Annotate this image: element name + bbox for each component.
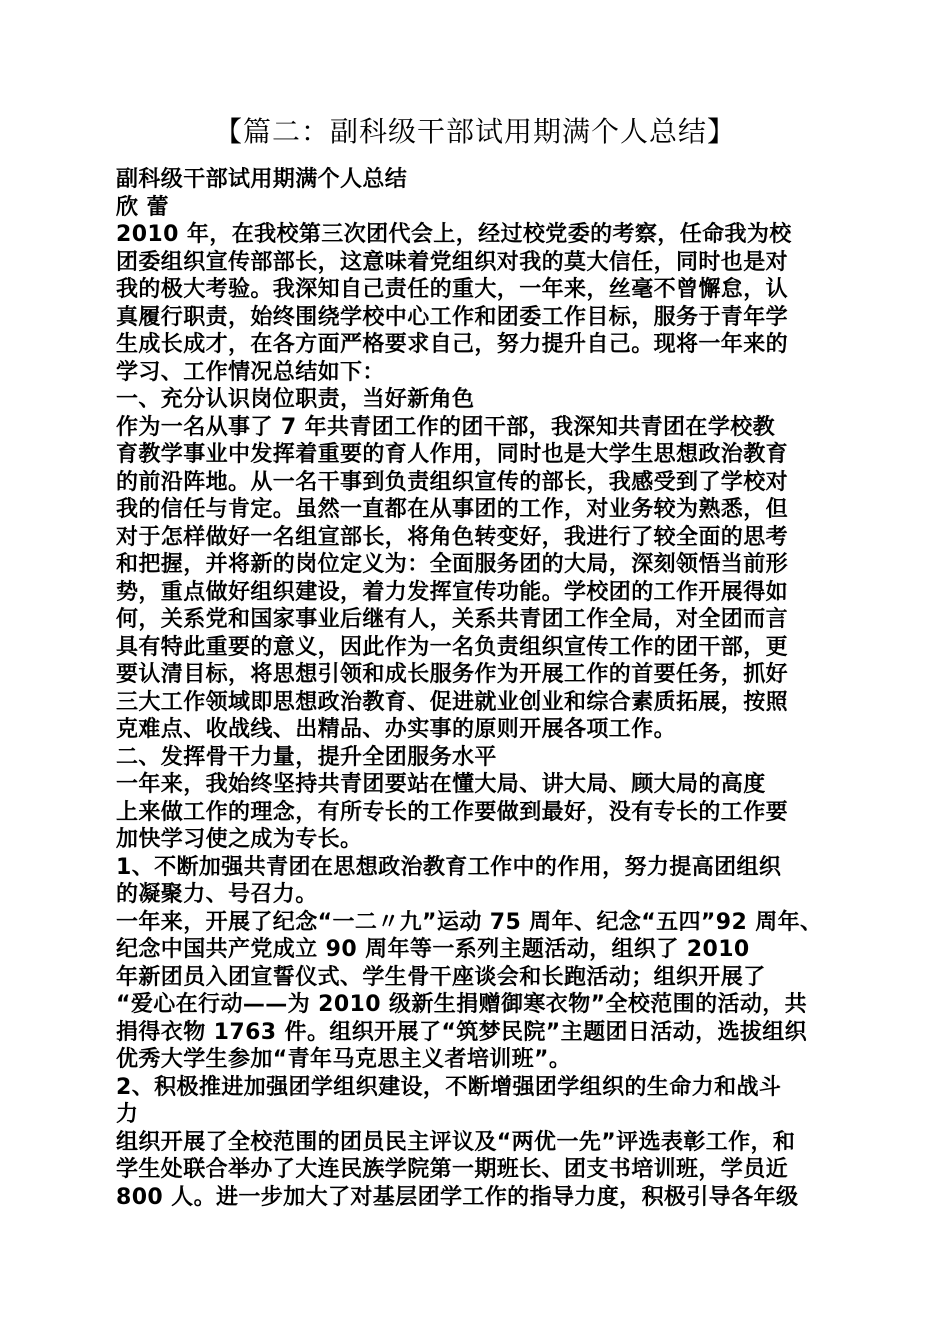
text-line: 学生处联合举办了大连民族学院第一期班长、团支书培训班，学员近 <box>116 1157 789 1182</box>
text-line: 团委组织宣传部部长，这意味着党组织对我的莫大信任，同时也是对 <box>116 249 789 275</box>
text-line: 要认清目标，将思想引领和成长服务作为开展工作的首要任务，抓好 <box>116 662 789 687</box>
document-body <box>116 166 838 1211</box>
text-line: 具有特此重要的意义，因此作为一名负责组织宣传工作的团干部，更 <box>116 634 789 660</box>
text-line: 一年来，我始终坚持共青团要站在懂大局、讲大局、顾大局的高度 <box>116 772 766 797</box>
text-line: 和把握，并将新的岗位定义为：全面服务团的大局，深刻领悟当前形 <box>116 552 789 577</box>
text-line: 二、发挥骨干力量，提升全团服务水平 <box>116 744 497 770</box>
text-line: 何，关系党和国家事业后继有人，关系共青团工作全局，对全团而言 <box>116 607 789 632</box>
text-line: 优秀大学生参加“青年马克思主义者培训班”。 <box>116 1047 572 1072</box>
text-line: 我的极大考验。我深知自己责任的重大，一年来，丝毫不曾懈怠，认 <box>116 277 789 302</box>
text-line: 真履行职责，始终围绕学校中心工作和团委工作目标，服务于青年学 <box>116 304 789 330</box>
text-line: 2010 年，在我校第三次团代会上，经过校党委的考察，任命我为校 <box>116 222 792 247</box>
text-line: 800 人。进一步加大了对基层团学工作的指导力度，积极引导各年级 <box>116 1184 799 1210</box>
text-line: 的凝聚力、号召力。 <box>116 882 318 907</box>
text-line: 作为一名从事了 7 年共青团工作的团干部，我深知共青团在学校教 <box>116 414 776 440</box>
text-line: 势，重点做好组织建设，着力发挥宣传功能。学校团的工作开展得如 <box>116 579 789 605</box>
text-line: “爱心在行动——为 2010 级新生捐赠御寒衣物”全校范围的活动，共 <box>116 992 808 1017</box>
text-line: 加快学习使之成为专长。 <box>116 827 363 852</box>
text-line: 一年来，开展了纪念“一二〃九”运动 75 周年、纪念“五四”92 周年、 <box>116 909 823 935</box>
text-line: 生成长成才，在各方面严格要求自己，努力提升自己。现将一年来的 <box>116 332 789 357</box>
text-line: 2、积极推进加强团学组织建设，不断增强团学组织的生命力和战斗 <box>116 1074 782 1100</box>
text-line: 一、充分认识岗位职责，当好新角色 <box>116 387 475 412</box>
text-line: 1、不断加强共青团在思想政治教育工作中的作用，努力提高团组织 <box>116 854 782 880</box>
text-line: 力 <box>116 1102 139 1127</box>
text-line: 捐得衣物 1763 件。组织开展了“筑梦民院”主题团日活动，选拔组织 <box>116 1019 808 1045</box>
text-line: 育教学事业中发挥着重要的育人作用，同时也是大学生思想政治教育 <box>116 442 789 467</box>
text-line: 组织开展了全校范围的团员民主评议及“两优一先”评选表彰工作，和 <box>116 1129 796 1155</box>
text-line: 纪念中国共产党成立 90 周年等一系列主题活动，组织了 2010 <box>116 937 750 962</box>
text-line: 的前沿阵地。从一名干事到负责组织宣传的部长，我感受到了学校对 <box>116 469 789 495</box>
text-line: 三大工作领域即思想政治教育、促进就业创业和综合素质拓展，按照 <box>116 689 789 715</box>
document-title: 【篇二：副科级干部试用期满个人总结】 <box>213 115 736 148</box>
text-line: 学习、工作情况总结如下： <box>116 359 385 385</box>
text-line: 欣 蕾 <box>116 194 169 220</box>
text-line: 对于怎样做好一名组宣部长，将角色转变好，我进行了较全面的思考 <box>116 524 789 550</box>
text-line: 副科级干部试用期满个人总结 <box>116 167 408 192</box>
text-line: 我的信任与肯定。虽然一直都在从事团的工作，对业务较为熟悉，但 <box>116 497 789 522</box>
text-line: 上来做工作的理念，有所专长的工作要做到最好，没有专长的工作要 <box>116 799 789 825</box>
text-line: 年新团员入团宣誓仪式、学生骨干座谈会和长跑活动；组织开展了 <box>116 964 766 990</box>
text-line: 克难点、收战线、出精品、办实事的原则开展各项工作。 <box>116 717 677 742</box>
